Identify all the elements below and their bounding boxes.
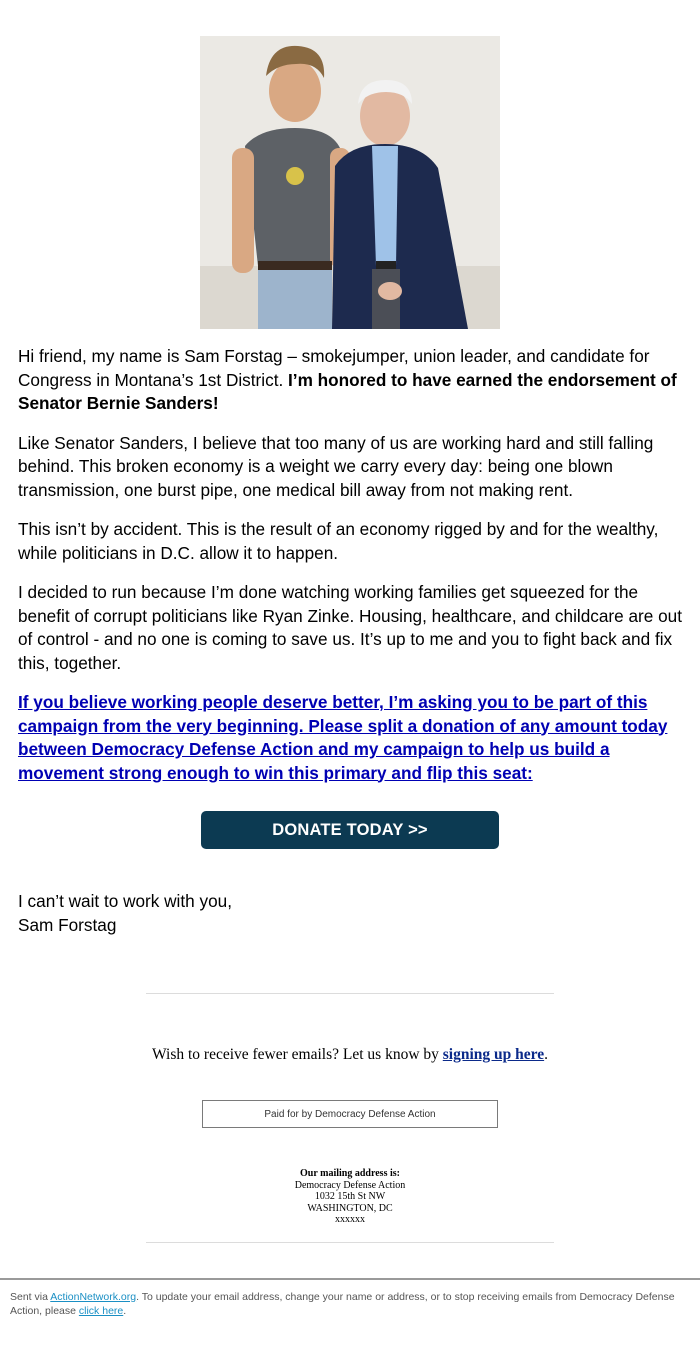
signoff-signature: Sam Forstag [18, 914, 117, 935]
mailing-org: Democracy Defense Action [294, 1179, 406, 1191]
mailing-zip: xxxxxx [335, 1214, 365, 1225]
divider-bottom [146, 1242, 554, 1243]
signoff [18, 890, 232, 937]
cta-paragraph [18, 691, 684, 785]
signoff-line: I can’t wait to work with you, [18, 891, 232, 911]
donate-today-button[interactable]: DONATE TODAY >> [201, 811, 499, 849]
mailing-address [0, 1168, 700, 1226]
footer-text [10, 1290, 680, 1318]
unsubscribe-link[interactable]: click here [78, 1305, 124, 1317]
actionnetwork-link[interactable]: ActionNetwork.org [50, 1291, 137, 1303]
footer-divider [0, 1278, 700, 1280]
footer-prefix: Sent via [10, 1291, 51, 1303]
fewer-emails-text [0, 1046, 700, 1064]
intro-paragraph [18, 345, 684, 416]
email-body [18, 345, 684, 801]
divider-top [146, 993, 554, 994]
footer-middle: . To update your email address, change your name or address, or to stop receiving emails from Democracy Defense Action, please [10, 1291, 675, 1317]
mailing-street: 1032 15th St NW [314, 1191, 386, 1202]
cta-donation-link[interactable]: If you believe working people deserve better, I’m asking you to be part of this campaign from the very beginning. Please split a donation of any amount today between Democracy Defense Action and my campaign to help us build a movement strong enough to win this primary and flip this seat: [18, 692, 668, 783]
paid-for-disclaimer: Paid for by Democracy Defense Action [202, 1100, 498, 1128]
hero-photo [200, 36, 500, 329]
body-paragraph-2: This isn’t by accident. This is the result of an economy rigged by and for the wealthy, while politicians in D.C. allow it to happen. [18, 519, 659, 563]
mailing-city: WASHINGTON, DC [307, 1202, 393, 1214]
body-paragraph-1: Like Senator Sanders, I believe that too many of us are working hard and still falling behind. This broken economy is a weight we carry every day: being one blown transmission, one burst pipe, one medical bill away from not making rent. [18, 432, 654, 500]
photo-illustration [200, 36, 500, 329]
endorsement-text: I’m honored to have earned the endorsement of Senator Bernie Sanders! [18, 369, 677, 413]
fewer-emails-end: . [544, 1046, 548, 1063]
fewer-emails-prefix: Wish to receive fewer emails? Let us know by [152, 1046, 443, 1063]
mailing-heading: Our mailing address is: [300, 1168, 400, 1179]
intro-text: Hi friend, my name is Sam Forstag – smokejumper, union leader, and candidate for Congress in Montana’s 1st District. [18, 346, 650, 390]
signing-up-here-link[interactable]: signing up here [442, 1046, 545, 1063]
body-paragraph-3: I decided to run because I’m done watching working families get squeezed for the benefit of corrupt politicians like Ryan Zinke. Housing, healthcare, and childcare are out of control - and no one is coming to save us. It’s up to me and you to fight back and fix this, together. [18, 582, 682, 673]
footer-end: . [123, 1305, 127, 1317]
